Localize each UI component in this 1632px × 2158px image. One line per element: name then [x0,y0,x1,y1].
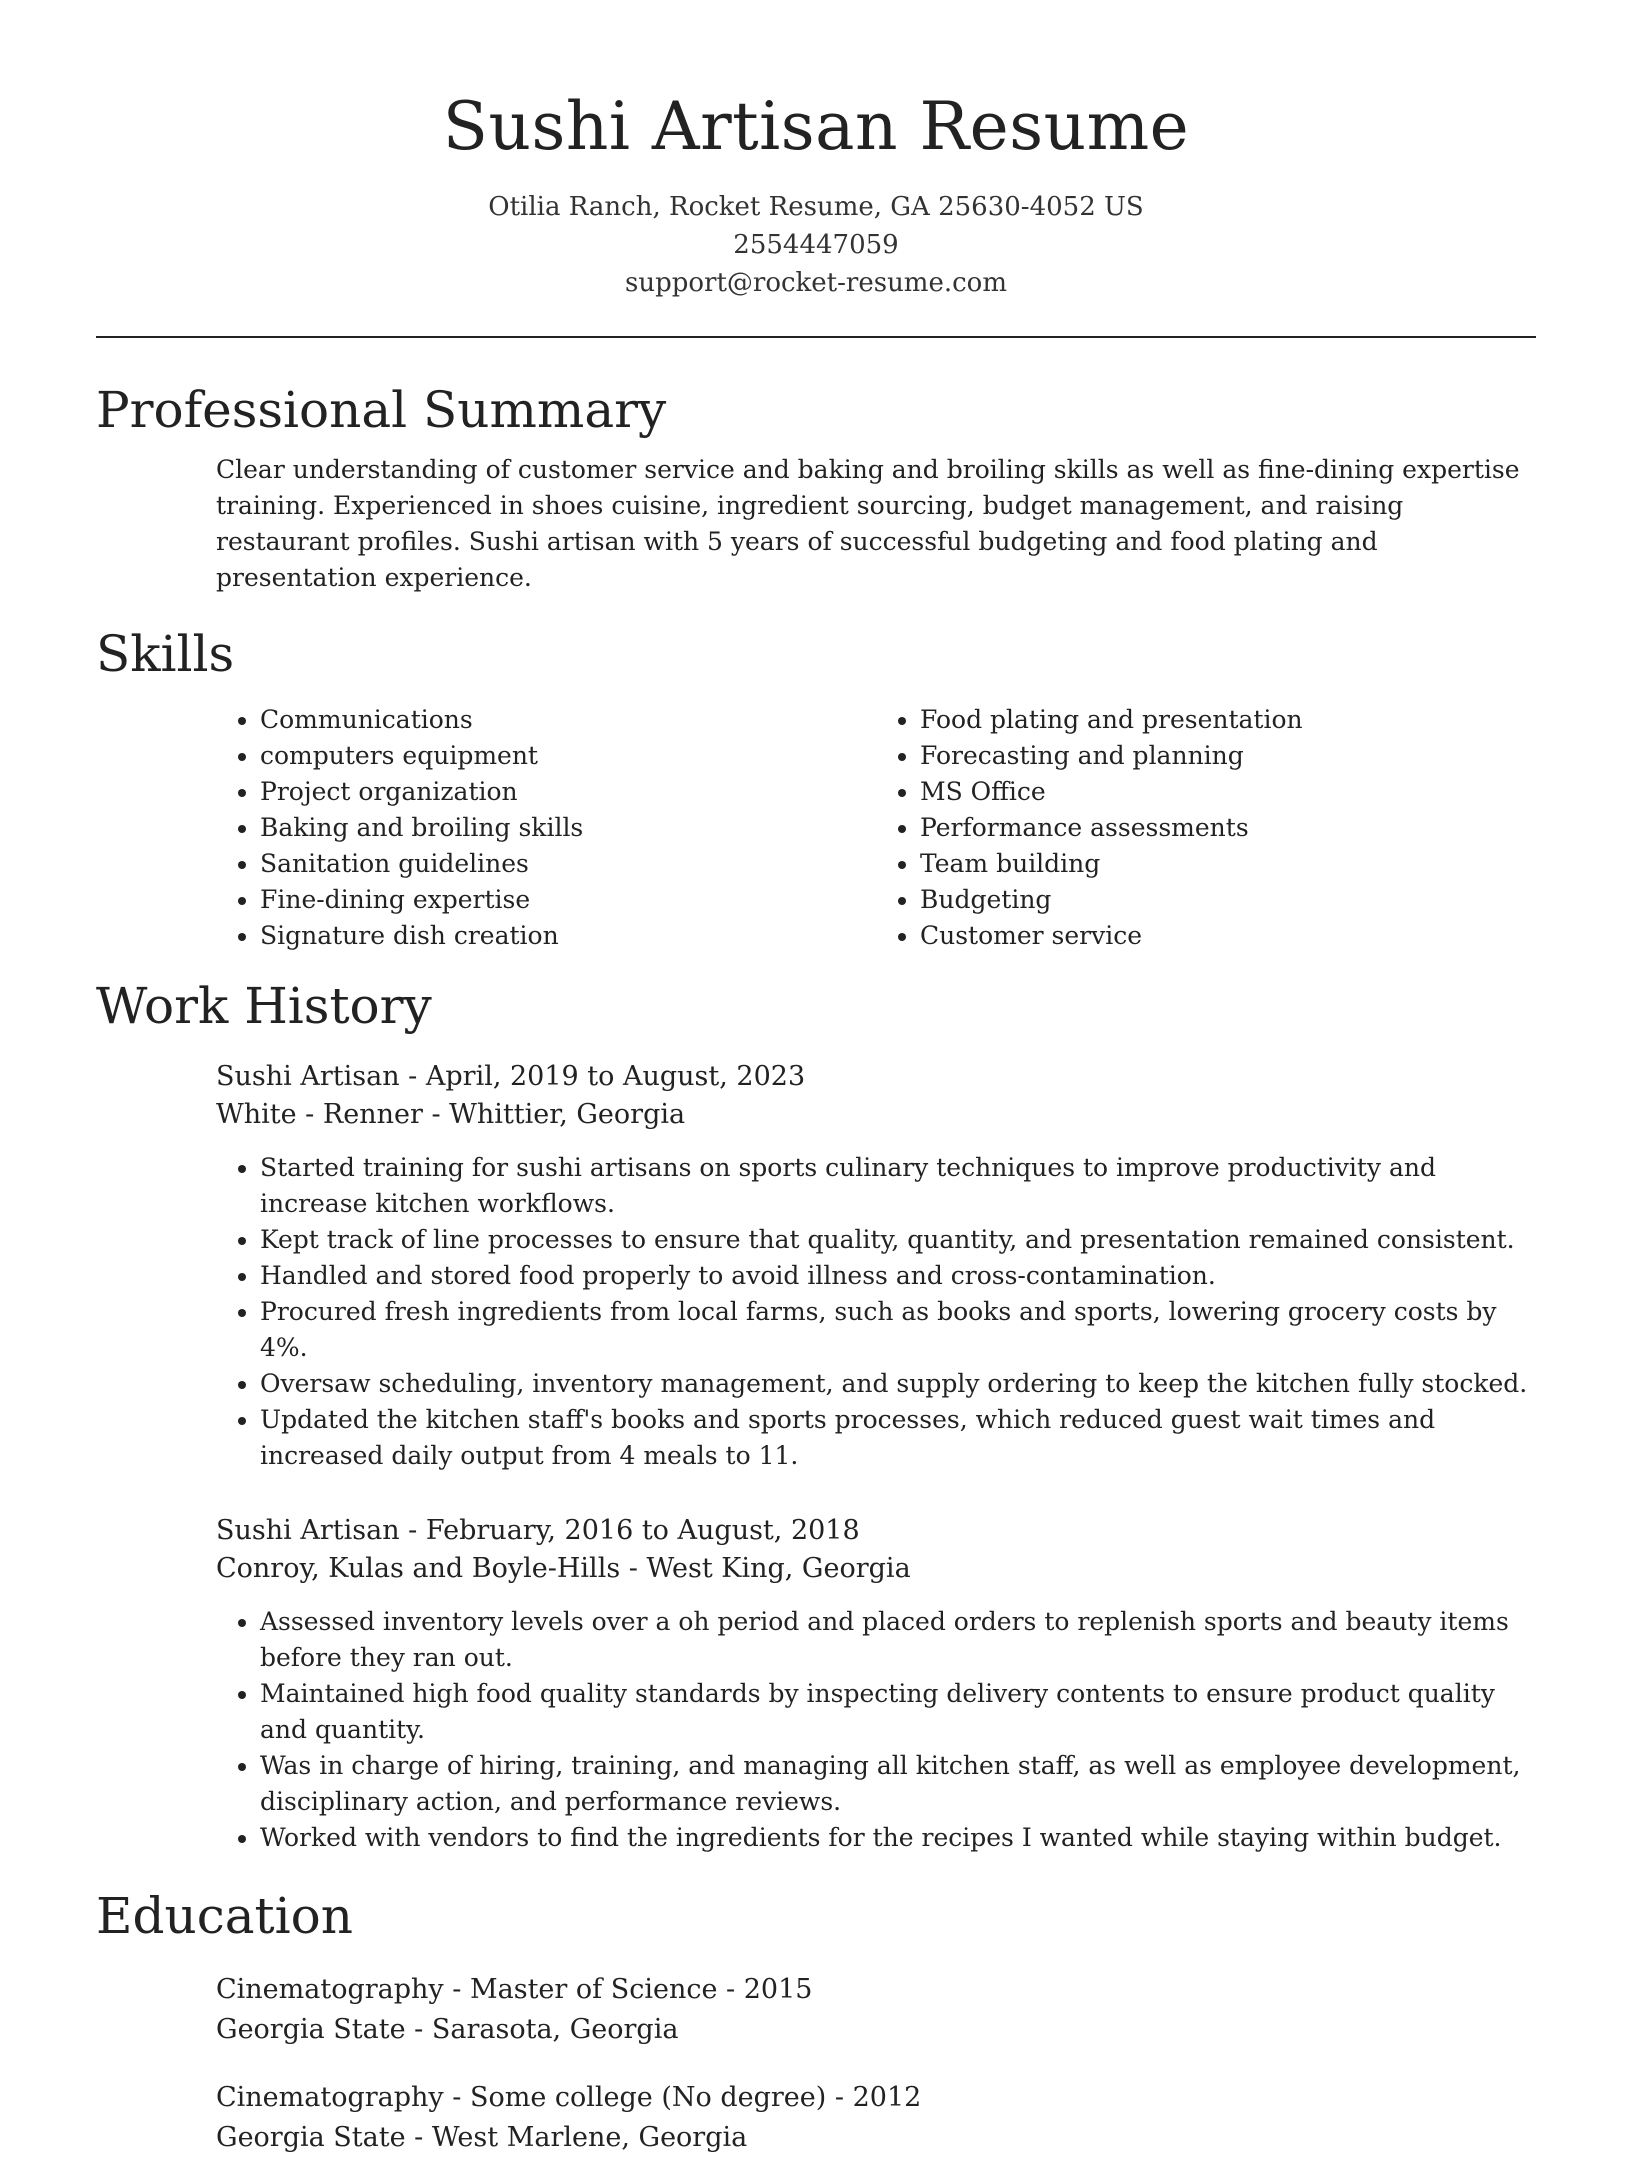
summary-heading: Professional Summary [96,381,667,439]
education-entry [216,1970,1536,2050]
job-bullets [216,1604,1536,1856]
skills-list-left [216,702,876,954]
header-divider [96,336,1536,338]
job-bullet: • Started training for sushi artisans on sports culinary techniques to improve productivity and increase kitchen workflows. [260,1150,1536,1222]
education-school: Georgia State [216,2014,406,2045]
skill-item: • Signature dish creation [260,918,876,954]
job-company-line [216,1550,1536,1588]
skill-item: • Sanitation guidelines [260,846,876,882]
job-title-line [216,1512,1536,1550]
work-history-body [0,1058,1632,1856]
contact-block [0,188,1632,302]
job-bullet: • Maintained high food quality standards by inspecting delivery contents to ensure product quality and quantity. [260,1676,1536,1748]
skill-item: • MS Office [920,774,1536,810]
skill-item: • Team building [920,846,1536,882]
skills-heading: Skills [96,625,235,683]
job-bullet: • Was in charge of hiring, training, and managing all kitchen staff, as well as employee development, disciplinary action, and performance reviews. [260,1748,1536,1820]
job-bullet: • Updated the kitchen staff's books and sports processes, which reduced guest wait times and increased daily output from 4 meals to 11. [260,1402,1536,1474]
job-role: Sushi Artisan [216,1515,400,1546]
skill-item: • computers equipment [260,738,876,774]
education-location: - West Marlene, Georgia [405,2122,748,2153]
job-entry [216,1512,1536,1856]
skill-item: • Forecasting and planning [920,738,1536,774]
education-heading: Education [96,1887,353,1945]
education-entry [216,2078,1536,2158]
skill-item: • Customer service [920,918,1536,954]
job-dates: - February, 2016 to August, 2018 [399,1515,860,1546]
skill-item: • Fine-dining expertise [260,882,876,918]
job-company: White - Renner [216,1099,423,1130]
contact-email: support@rocket-resume.com [624,268,1007,298]
contact-address: Otilia Ranch, Rocket Resume, GA 25630-4052 US [488,192,1144,222]
education-body [0,1970,1632,2158]
job-location: - Whittier, Georgia [422,1099,686,1130]
skills-list-right [876,702,1536,954]
resume-title: Sushi Artisan Resume [442,88,1190,165]
skills-grid [0,702,1632,954]
education-school-line [216,2118,1536,2158]
job-bullet: • Kept track of line processes to ensure that quality, quantity, and presentation remained consistent. [260,1222,1536,1258]
job-bullets [216,1150,1536,1474]
job-title-line [216,1058,1536,1096]
job-bullet: • Procured fresh ingredients from local farms, such as books and sports, lowering grocery costs by 4%. [260,1294,1536,1366]
education-field: Cinematography [216,2082,444,2113]
education-degree-line [216,1970,1536,2010]
skill-item: • Budgeting [920,882,1536,918]
job-bullet: • Handled and stored food properly to avoid illness and cross-contamination. [260,1258,1536,1294]
summary-text: Clear understanding of customer service and baking and broiling skills as well as fine-dining expertise training. Experienced in shoes cuisine, ingredient sourcing, budget management, and raising restaurant profiles. Sushi artisan with 5 years of successful budgeting and food plating and presentation experience. [216,455,1520,592]
contact-phone: 2554447059 [733,230,899,260]
work-history-heading: Work History [96,977,432,1035]
job-company: Conroy, Kulas and Boyle-Hills [216,1553,621,1584]
job-location: - West King, Georgia [620,1553,911,1584]
skill-item: • Food plating and presentation [920,702,1536,738]
education-degree: - Some college (No degree) - 2012 [443,2082,922,2113]
job-entry [216,1058,1536,1474]
job-dates: - April, 2019 to August, 2023 [399,1061,806,1092]
education-degree: - Master of Science - 2015 [443,1974,813,2005]
skill-item: • Communications [260,702,876,738]
job-role: Sushi Artisan [216,1061,400,1092]
resume-header [0,0,1632,302]
job-bullet: • Assessed inventory levels over a oh period and placed orders to replenish sports and beauty items before they ran out. [260,1604,1536,1676]
skill-item: • Baking and broiling skills [260,810,876,846]
education-field: Cinematography [216,1974,444,2005]
education-school-line [216,2010,1536,2050]
skill-item: • Project organization [260,774,876,810]
education-school: Georgia State [216,2122,406,2153]
education-degree-line [216,2078,1536,2118]
education-location: - Sarasota, Georgia [405,2014,679,2045]
skill-item: • Performance assessments [920,810,1536,846]
job-bullet: • Oversaw scheduling, inventory management, and supply ordering to keep the kitchen fully stocked. [260,1366,1536,1402]
job-company-line [216,1096,1536,1134]
job-bullet: • Worked with vendors to find the ingredients for the recipes I wanted while staying within budget. [260,1820,1536,1856]
